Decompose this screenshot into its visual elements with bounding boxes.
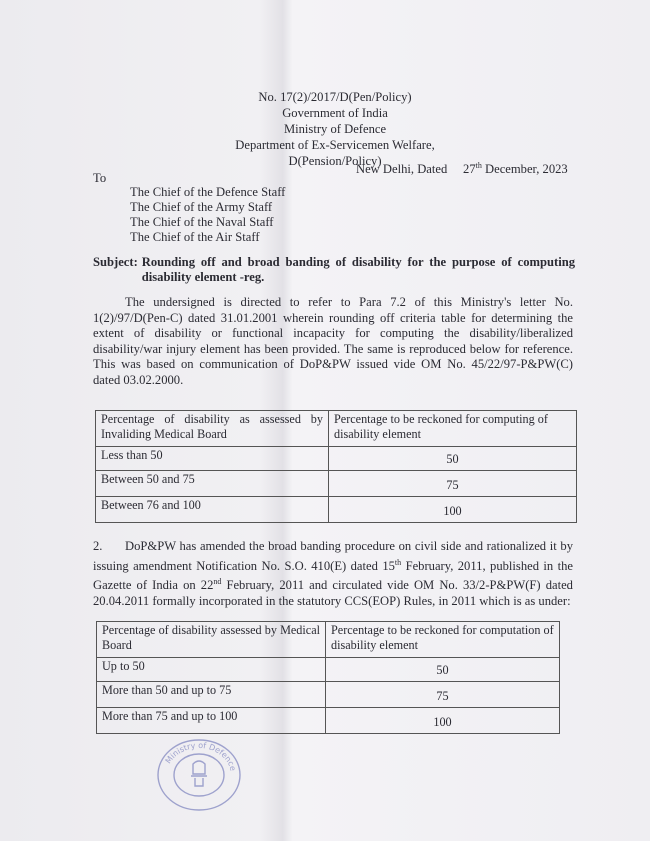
table-row xyxy=(96,447,577,471)
ministry-stamp xyxy=(155,738,243,812)
table-cell: 100 xyxy=(329,497,577,523)
sup: nd xyxy=(213,577,222,587)
recipient: The Chief of the Defence Staff xyxy=(130,185,286,199)
table-header-row xyxy=(96,411,577,447)
recipient: The Chief of the Army Staff xyxy=(130,200,273,214)
paragraph-2-text xyxy=(93,539,573,610)
place-label: New Delhi, Dated xyxy=(356,162,448,177)
header-line: Department of Ex-Servicemen Welfare, xyxy=(235,138,435,152)
table-cell: Less than 50 xyxy=(96,447,329,471)
table-header-cell: Percentage to be reckoned for computation of disability element xyxy=(326,622,560,658)
recipient: The Chief of the Naval Staff xyxy=(130,215,274,229)
recipient: The Chief of the Air Staff xyxy=(130,230,260,244)
sup: th xyxy=(394,557,402,567)
table-cell: Between 76 and 100 xyxy=(96,497,329,523)
subject-label: Subject: xyxy=(93,255,138,269)
table-header-cell: Percentage of disability assessed by Medical Board xyxy=(97,622,326,658)
paragraph-1 xyxy=(93,295,573,389)
letter-header xyxy=(0,89,650,169)
table-cell: 50 xyxy=(326,658,560,682)
text: February, 2011 and circulated vide OM No. 33/2-P&PW(F) dated 20.04.2011 formally incorporated in the statutory CCS(EOP) Rules, in 2011 which is as under: xyxy=(93,578,573,609)
recipients xyxy=(130,185,285,245)
header-line: Ministry of Defence xyxy=(283,122,387,136)
to-label: To xyxy=(93,171,107,185)
subject xyxy=(93,255,575,285)
date-day: 27 xyxy=(463,162,476,177)
header-line: D(Pension/Policy) xyxy=(288,154,382,168)
header-line: Government of India xyxy=(282,106,388,120)
table-row xyxy=(97,658,560,682)
table-cell: 100 xyxy=(326,708,560,734)
table-header-row xyxy=(97,622,560,658)
date-rest: December, 2023 xyxy=(481,162,568,177)
text: DoP&PW has amended the broad banding procedure on civil side and rationalized it by issuing amendment Notification No. S.O. 410(E) dated 15 xyxy=(93,539,573,573)
date-sup: th xyxy=(475,161,482,170)
paragraph-1-text: The undersigned is directed to refer to Para 7.2 of this Ministry's letter No. 1(2)/97/D(Pen-C) dated 31.01.2001 wherein rounding off criteria table for determining the extent of disability or functional incapacity for computing the disability/liberalized disability/war injury element has been provided. The same is reproduced below for reference. This was based on communication of DoP&PW issued vide OM No. 45/22/97-P&PW(C) dated 03.02.2000. xyxy=(93,295,573,387)
table-1 xyxy=(95,410,577,523)
table-cell: 75 xyxy=(326,682,560,708)
paragraph-number: 2. xyxy=(93,539,103,553)
table-cell: More than 50 and up to 75 xyxy=(97,682,326,708)
file-number: No. 17(2)/2017/D(Pen/Policy) xyxy=(258,90,412,104)
svg-text:Ministry of Defence: Ministry of Defence xyxy=(163,740,238,772)
table-cell: 50 xyxy=(329,447,577,471)
table-header-cell: Percentage to be reckoned for computing of disability element xyxy=(329,411,577,447)
table-row xyxy=(96,497,577,523)
table-cell: Up to 50 xyxy=(97,658,326,682)
subject-text: Rounding off and broad banding of disability for the purpose of computing disability element -reg. xyxy=(141,255,575,284)
table-cell: More than 75 and up to 100 xyxy=(97,708,326,734)
table-header-cell: Percentage of disability as assessed by Invaliding Medical Board xyxy=(96,411,329,447)
table-2 xyxy=(96,621,560,734)
table-cell: 75 xyxy=(329,471,577,497)
paragraph-2 xyxy=(93,539,573,610)
table-row xyxy=(96,471,577,497)
table-row xyxy=(97,708,560,734)
table-row xyxy=(97,682,560,708)
text: February, 2011, published in the Gazette of India on 22 xyxy=(93,558,574,593)
place-date xyxy=(356,161,568,177)
table-cell: Between 50 and 75 xyxy=(96,471,329,497)
